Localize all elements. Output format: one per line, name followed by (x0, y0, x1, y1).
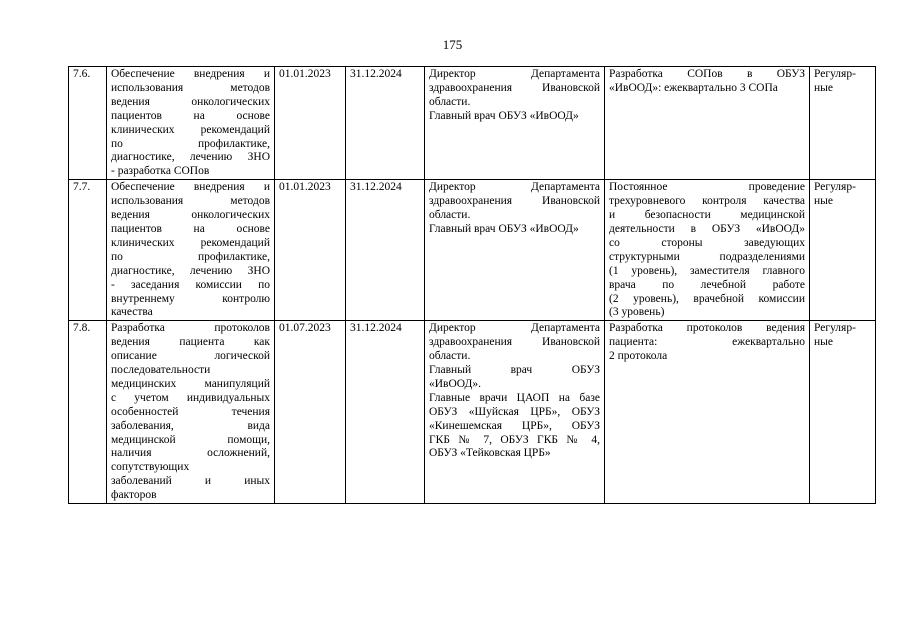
item-number: 7.8. (69, 321, 107, 504)
frequency-cell-line: Регуляр- (814, 322, 856, 335)
activity-cell-line: наличия осложнений, (111, 447, 270, 460)
page-number: 175 (442, 37, 463, 52)
activity-cell-line: пациентов на основе (111, 109, 270, 122)
responsible-cell-line: Главные врачи ЦАОП на базе (429, 391, 600, 404)
activity-cell (107, 321, 275, 504)
frequency-cell-line: Регуляр- (814, 68, 856, 80)
activity-cell-line: последовательности (111, 364, 211, 377)
activity-cell-line: пациентов на основе (111, 222, 270, 235)
activity-cell-line: медицинской помощи, (111, 433, 270, 446)
result-cell-line: 2 протокола (609, 350, 668, 363)
end-date: 31.12.2024 (346, 67, 425, 180)
responsible-cell-line: ОБУЗ «Шуйская ЦРБ», ОБУЗ (429, 405, 600, 418)
responsible-cell-line: здравоохранения Ивановской (429, 336, 600, 349)
frequency-cell-line: Регуляр- (814, 181, 856, 194)
activity-cell-line: клинических рекомендаций (111, 236, 270, 249)
result-cell (605, 321, 810, 504)
activity-cell-line: Разработка протоколов (111, 322, 270, 335)
responsible-cell-line: Директор Департамента (429, 68, 600, 80)
responsible-cell-line: области. (429, 350, 471, 363)
activity-cell-line: внутреннему контролю (111, 292, 270, 305)
responsible-cell (425, 67, 605, 180)
activity-cell-line: диагностике, лечению ЗНО (111, 151, 270, 164)
activity-cell-line: ведения пациента как (111, 336, 270, 349)
result-cell-line: (3 уровень) (609, 306, 665, 319)
activity-cell-line: по профилактике, (111, 250, 270, 263)
result-cell-line: пациента: ежеквартально (609, 336, 805, 349)
table-row (69, 180, 876, 321)
activity-cell (107, 67, 275, 180)
item-number: 7.6. (69, 67, 107, 180)
frequency-cell (810, 67, 876, 180)
measures-table (68, 66, 876, 504)
activity-cell (107, 180, 275, 321)
result-cell (605, 180, 810, 321)
result-cell-line: Постоянное проведение (609, 181, 805, 194)
responsible-cell-line: Главный врач ОБУЗ (429, 364, 600, 377)
activity-cell-line: диагностике, лечению ЗНО (111, 264, 270, 277)
responsible-cell-line: ГКБ № 7, ОБУЗ ГКБ № 4, (429, 433, 600, 446)
activity-cell-line: клинических рекомендаций (111, 123, 270, 136)
start-date: 01.01.2023 (275, 67, 346, 180)
frequency-cell-line: ные (814, 336, 833, 349)
activity-cell-line: с учетом индивидуальных (111, 391, 270, 404)
activity-cell-line: - заседания комиссии по (111, 278, 270, 291)
result-cell-line: врача по лечебной работе (609, 278, 805, 291)
result-cell-line: (1 уровень), заместителя главного (609, 264, 805, 277)
activity-cell-line: факторов (111, 489, 157, 502)
responsible-cell-line: Главный врач ОБУЗ «ИвООД» (429, 109, 579, 122)
responsible-cell-line: «Кинешемская ЦРБ», ОБУЗ (429, 419, 600, 432)
table-row (69, 67, 876, 180)
frequency-cell-line: ные (814, 195, 833, 208)
result-cell-line: Разработка протоколов ведения (609, 322, 805, 335)
responsible-cell (425, 180, 605, 321)
start-date: 01.07.2023 (275, 321, 346, 504)
responsible-cell-line: области. (429, 209, 471, 222)
result-cell (605, 67, 810, 180)
result-cell-line: Разработка СОПов в ОБУЗ (609, 68, 805, 80)
responsible-cell-line: «ИвООД». (429, 377, 481, 390)
responsible-cell (425, 321, 605, 504)
activity-cell-line: ведения онкологических (111, 95, 270, 108)
result-cell-line: деятельности в ОБУЗ «ИвООД» (609, 222, 805, 235)
item-number: 7.7. (69, 180, 107, 321)
activity-cell-line: качества (111, 306, 153, 319)
activity-cell-line: описание логической (111, 350, 270, 363)
result-cell-line: (2 уровень), врачебной комиссии (609, 292, 805, 305)
activity-cell-line: заболеваний и иных (111, 475, 270, 488)
table-row (69, 321, 876, 504)
responsible-cell-line: Директор Департамента (429, 322, 600, 335)
activity-cell-line: Обеспечение внедрения и (111, 181, 270, 194)
activity-cell-line: медицинских манипуляций (111, 377, 270, 390)
end-date: 31.12.2024 (346, 180, 425, 321)
frequency-cell (810, 321, 876, 504)
activity-cell-line: использования методов (111, 81, 270, 94)
frequency-cell (810, 180, 876, 321)
responsible-cell-line: ОБУЗ «Тейковская ЦРБ» (429, 447, 551, 460)
result-cell-line: со стороны заведующих (609, 236, 805, 249)
responsible-cell-line: здравоохранения Ивановской (429, 81, 600, 94)
activity-cell-line: использования методов (111, 195, 270, 208)
activity-cell-line: - разработка СОПов (111, 165, 210, 178)
result-cell-line: и безопасности медицинской (609, 209, 805, 222)
activity-cell-line: по профилактике, (111, 137, 270, 150)
activity-cell-line: ведения онкологических (111, 209, 270, 222)
result-cell-line: «ИвООД»: ежеквартально 3 СОПа (609, 81, 778, 94)
responsible-cell-line: Главный врач ОБУЗ «ИвООД» (429, 222, 579, 235)
end-date: 31.12.2024 (346, 321, 425, 504)
responsible-cell-line: области. (429, 95, 471, 108)
start-date: 01.01.2023 (275, 180, 346, 321)
activity-cell-line: сопутствующих (111, 461, 190, 474)
activity-cell-line: заболевания, вида (111, 419, 270, 432)
result-cell-line: структурными подразделениями (609, 250, 805, 263)
responsible-cell-line: Директор Департамента (429, 181, 600, 194)
activity-cell-line: особенностей течения (111, 405, 270, 418)
frequency-cell-line: ные (814, 81, 833, 94)
responsible-cell-line: здравоохранения Ивановской (429, 195, 600, 208)
activity-cell-line: Обеспечение внедрения и (111, 68, 270, 80)
result-cell-line: трехуровневого контроля качества (609, 195, 805, 208)
